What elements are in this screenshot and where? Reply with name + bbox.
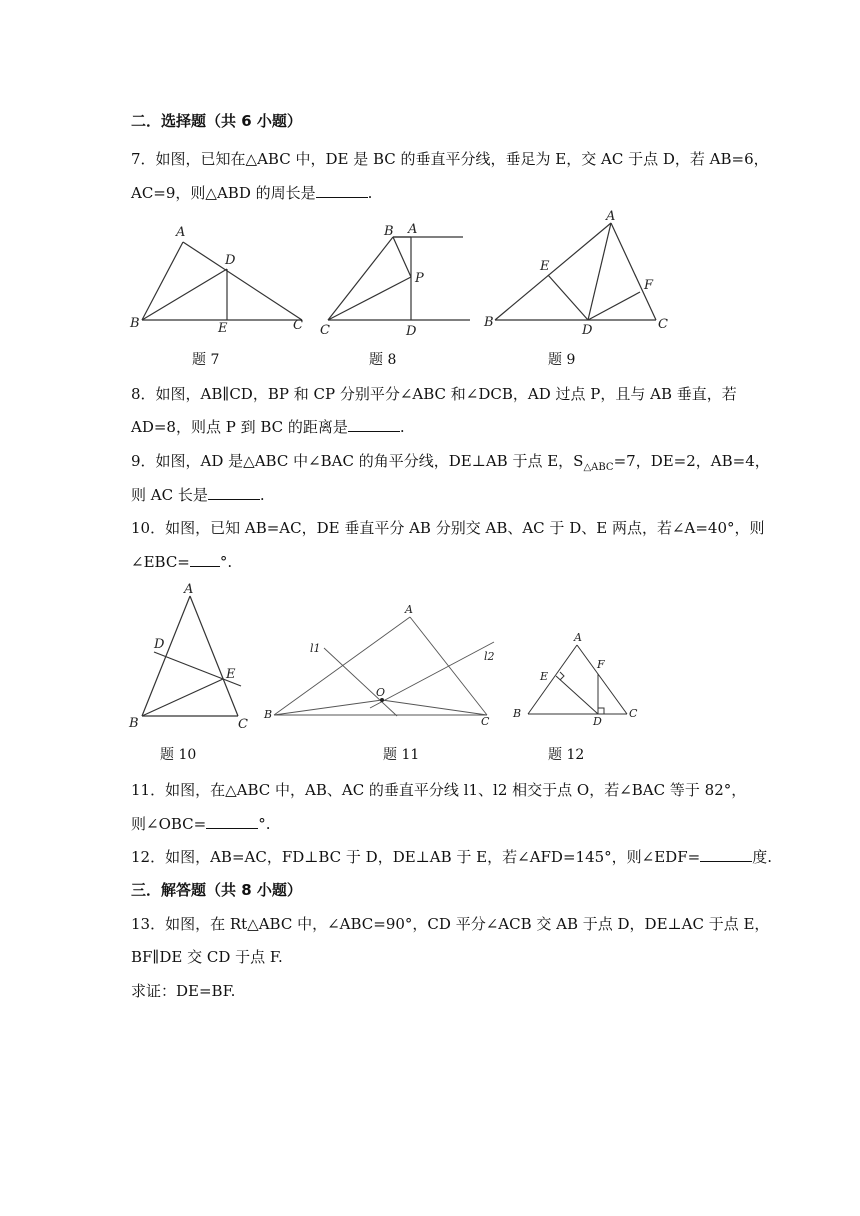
fig7-label-e: E [218,321,228,336]
fig11-label-l1: l1 [310,642,321,655]
question-11-end: °. [258,815,271,833]
caption-figure-12: 题 12 [548,747,585,763]
fig11-label-o: O [376,686,386,699]
question-9-text-b: =7，DE=2，AB=4， [613,452,770,470]
figure-12-diagram [508,628,648,728]
caption-figure-9: 题 9 [548,352,576,368]
figure-7-diagram [130,222,310,337]
fig12-label-e: E [540,670,549,683]
question-9-line-2 [131,485,265,505]
answer-blank-7[interactable] [316,183,368,198]
answer-blank-10[interactable] [190,552,220,567]
fig7-label-b: B [130,316,140,331]
question-11-text: 则∠OBC= [131,815,207,833]
caption-figure-10: 题 10 [160,747,197,763]
caption-figure-11: 题 11 [383,747,420,763]
question-10-end: °. [219,553,233,571]
fig10-label-e: E [226,667,236,682]
question-9-subscript: △ABC [583,462,614,473]
section-heading-choice: 二．选择题（共 6 小题） [131,112,302,130]
fig11-label-a: A [405,603,413,616]
fig8-label-c: C [320,323,330,338]
answer-blank-9[interactable] [208,485,260,500]
fig10-label-d: D [154,637,165,652]
fig9-label-e: E [540,259,550,274]
fig9-label-b: B [484,315,494,330]
fig8-label-d: D [406,324,417,339]
question-9-text-a: 9．如图，AD 是△ABC 中∠BAC 的角平分线，DE⊥AB 于点 E，S [131,452,584,470]
fig9-label-a: A [606,209,616,224]
question-11-line-2 [131,814,271,834]
fig12-label-a: A [574,631,582,644]
question-8-line-2 [131,417,405,437]
fig12-label-b: B [513,707,522,720]
fig8-label-p: P [415,271,424,286]
question-10-line-2 [131,552,232,572]
fig12-label-f: F [597,658,605,671]
fig11-label-b: B [264,708,273,721]
caption-figure-8: 题 8 [369,352,397,368]
fig7-label-c: C [293,318,303,333]
fig9-label-f: F [644,278,654,293]
question-12-text: 12．如图，AB=AC，FD⊥BC 于 D，DE⊥AB 于 E，若∠AFD=145°，则∠EDF= [131,848,701,866]
answer-blank-12[interactable] [700,847,752,862]
fig9-label-c: C [658,317,668,332]
fig8-label-a: A [408,222,418,237]
question-10-line-1: 10．如图，已知 AB=AC，DE 垂直平分 AB 分别交 AB、AC 于 D、E 两点，若∠A=40°，则 [131,519,765,537]
fig11-label-c: C [481,715,490,728]
question-13-line-1: 13．如图，在 Rt△ABC 中，∠ABC=90°，CD 平分∠ACB 交 AB 于点 D，DE⊥AC 于点 E， [131,915,770,933]
fig12-label-d: D [593,715,602,728]
figure-11-diagram [262,600,502,730]
fig7-label-d: D [225,253,236,268]
question-9-line-1 [131,451,770,478]
fig8-label-b: B [384,224,394,239]
fig12-label-c: C [629,707,638,720]
answer-blank-11[interactable] [206,814,258,829]
period: . [259,486,265,504]
question-7-line-2 [131,183,372,203]
period: . [367,184,373,202]
fig9-label-d: D [582,323,593,338]
fig10-label-a: A [184,582,194,597]
question-9-text-2: 则 AC 长是 [131,486,208,504]
figure-9-diagram [482,208,672,338]
fig10-label-c: C [238,717,248,732]
fig7-label-a: A [176,225,186,240]
question-13-line-2: BF∥DE 交 CD 于点 F. [131,948,283,966]
fig11-label-l2: l2 [484,650,495,663]
question-11-line-1: 11．如图，在△ABC 中，AB、AC 的垂直平分线 l1、l2 相交于点 O，若∠BAC 等于 82°， [131,781,747,799]
question-8-text: AD=8，则点 P 到 BC 的距离是 [131,418,348,436]
answer-blank-8[interactable] [348,417,400,432]
question-7-text: AC=9，则△ABD 的周长是 [131,184,316,202]
section-heading-answer: 三．解答题（共 8 小题） [131,881,302,899]
question-8-line-1: 8．如图，AB∥CD，BP 和 CP 分别平分∠ABC 和∠DCB，AD 过点 P，且与 AB 垂直，若 [131,385,737,403]
fig10-label-b: B [129,716,139,731]
caption-figure-7: 题 7 [192,352,220,368]
question-10-text: ∠EBC= [131,553,190,571]
figure-10-diagram [126,582,256,732]
figure-8-diagram [318,222,478,340]
question-13-line-3: 求证：DE=BF. [131,982,236,1000]
question-7-line-1: 7．如图，已知在△ABC 中，DE 是 BC 的垂直平分线，垂足为 E，交 AC 于点 D，若 AB=6， [131,150,769,168]
question-12-end: 度. [752,848,772,866]
period: . [399,418,405,436]
question-12-line-1 [131,847,772,867]
